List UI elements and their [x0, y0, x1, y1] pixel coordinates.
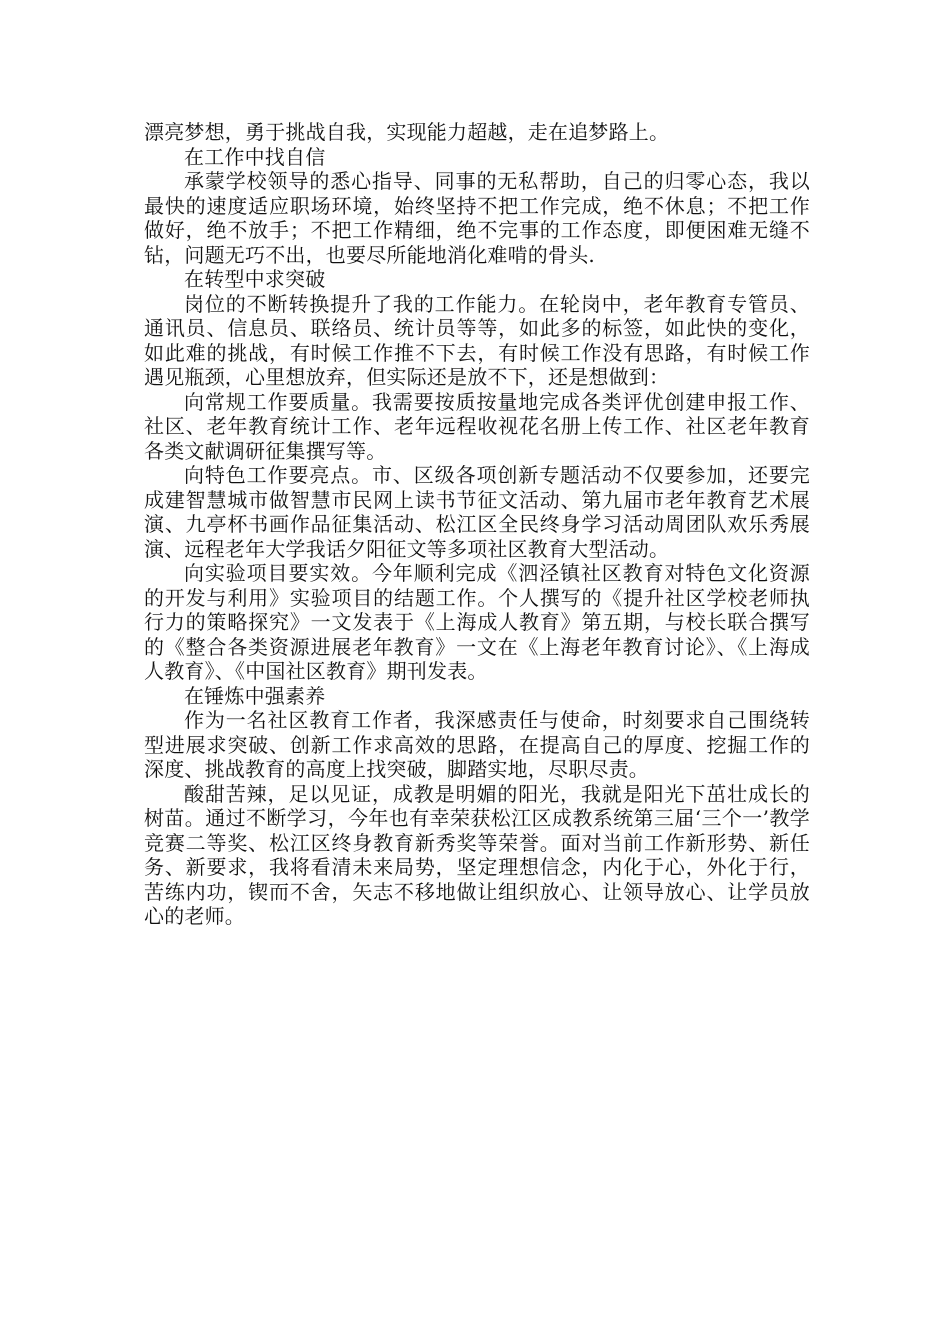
paragraph: 作为一名社区教育工作者，我深感责任与使命，时刻要求自己围绕转型进展求突破、创新工作求高效的思路，在提高自己的厚度、挖掘工作的深度、挑战教育的高度上找突破，脚踏实地，尽职尽责。	[144, 708, 810, 781]
document-body	[144, 120, 810, 929]
section-heading-quality: 在锤炼中强素养	[184, 683, 326, 708]
paragraph: 岗位的不断转换提升了我的工作能力。在轮岗中，老年教育专管员、通讯员、信息员、联络员、统计员等等，如此多的标签，如此快的变化，如此难的挑战，有时候工作推不下去，有时候工作没有思路，有时候工作遇见瓶颈，心里想放弃，但实际还是放不下，还是想做到：	[144, 291, 810, 389]
paragraph: 酸甜苦辣，足以见证，成教是明媚的阳光，我就是阳光下茁壮成长的树苗。通过不断学习，今年也有幸荣获松江区成教系统第三届‘三个一’教学竞赛二等奖、松江区终身教育新秀奖等荣誉。面对当前工作新形势、新任务、新要求，我将看清未来局势，坚定理想信念，内化于心，外化于行，苦练内功，锲而不舍，矢志不移地做让组织放心、让领导放心、让学员放心的老师。	[144, 781, 810, 928]
paragraph: 向实验项目要实效。今年顺利完成《泗泾镇社区教育对特色文化资源的开发与利用》实验项目的结题工作。个人撰写的《提升社区学校老师执行力的策略探究》一文发表于《上海成人教育》第五期，与校长联合撰写的《整合各类资源进展老年教育》一文在《上海老年教育讨论》、《上海成人教育》、《中国社区教育》期刊发表。	[144, 561, 810, 683]
paragraph-continuation: 漂亮梦想，勇于挑战自我，实现能力超越，走在追梦路上。	[144, 120, 670, 144]
paragraph: 向特色工作要亮点。市、区级各项创新专题活动不仅要参加，还要完成建智慧城市做智慧市民网上读书节征文活动、第九届市老年教育艺术展演、九亭杯书画作品征集活动、松江区全民终身学习活动周团队欢乐秀展演、远程老年大学我话夕阳征文等多项社区教育大型活动。	[144, 463, 810, 561]
section-heading-confidence: 在工作中找自信	[184, 144, 326, 169]
paragraph: 承蒙学校领导的悉心指导、同事的无私帮助，自己的归零心态，我以最快的速度适应职场环境，始终坚持不把工作完成，绝不休息；不把工作做好，绝不放手；不把工作精细，绝不完事的工作态度，即便困难无缝不钻，问题无巧不出，也要尽所能地消化难啃的骨头.	[144, 169, 810, 267]
paragraph: 向常规工作要质量。我需要按质按量地完成各类评优创建申报工作、社区、老年教育统计工作、老年远程收视花名册上传工作、社区老年教育各类文献调研征集撰写等。	[144, 389, 810, 463]
section-heading-breakthrough: 在转型中求突破	[184, 267, 326, 291]
